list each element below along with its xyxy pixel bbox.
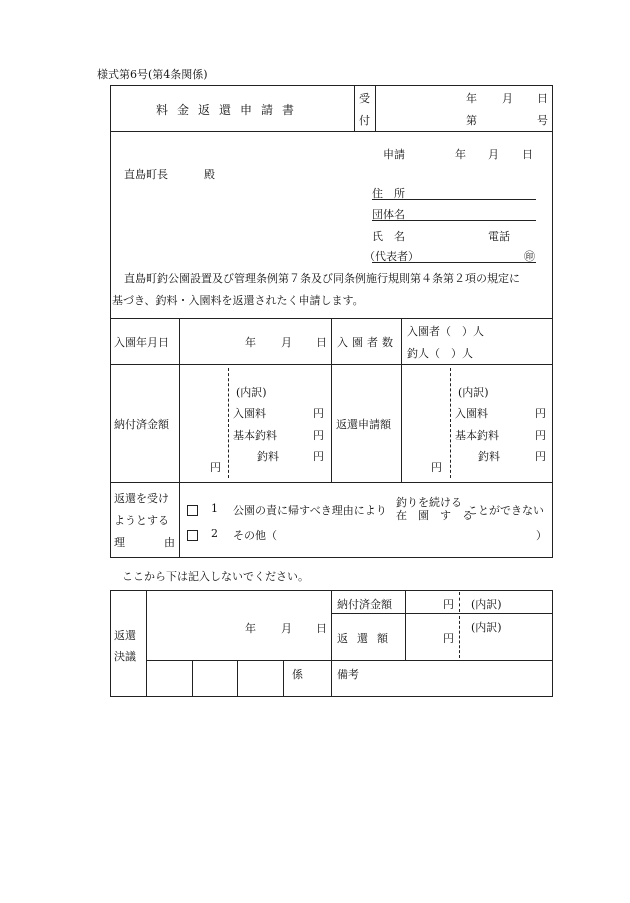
- application-month[interactable]: 月: [488, 148, 499, 161]
- office-refund-label: 返還額: [337, 632, 397, 645]
- group-label: 団体名: [372, 208, 405, 221]
- address-label: 住 所: [372, 187, 405, 200]
- office-refund-yen[interactable]: 円: [443, 632, 454, 645]
- addressee: 直島町長: [124, 168, 168, 181]
- refund-basic-fee-yen[interactable]: 円: [535, 429, 546, 442]
- reason-label-line2: ようとする: [114, 514, 169, 527]
- application-date-label: 申請: [383, 148, 405, 161]
- reason-1-stack-top: 釣りを続ける: [396, 496, 462, 509]
- receipt-label-tsuke: 付: [359, 114, 370, 127]
- paid-basic-fee-yen[interactable]: 円: [313, 429, 324, 442]
- form-label: 様式第6号(第4条関係): [97, 68, 208, 81]
- office-use-note: ここから下は記入しないでください。: [122, 570, 309, 583]
- office-paid-yen[interactable]: 円: [443, 598, 454, 611]
- refund-decision-label-line2: 決議: [114, 650, 136, 663]
- office-paid-label: 納付済金額: [337, 598, 392, 611]
- decision-month[interactable]: 月: [281, 622, 292, 635]
- application-year[interactable]: 年: [455, 148, 466, 161]
- receipt-day[interactable]: 日: [537, 92, 548, 105]
- reason-1-number: 1: [211, 502, 218, 515]
- group-field[interactable]: [372, 220, 536, 221]
- receipt-gou: 号: [537, 114, 548, 127]
- receipt-dai: 第: [466, 114, 477, 127]
- entry-year[interactable]: 年: [245, 336, 256, 349]
- seal-icon: ㊞: [524, 250, 535, 263]
- reason-1-text: 公園の責に帰すべき理由により: [233, 504, 387, 517]
- name-label: 氏 名: [372, 230, 405, 243]
- decision-day[interactable]: 日: [316, 622, 327, 635]
- reason-label-line3-b: 由: [164, 536, 175, 549]
- reason-1-stack-bottom: 在 園 す る: [396, 509, 473, 522]
- paid-amount-label: 納付済金額: [114, 418, 169, 431]
- kakari-label: 係: [292, 668, 303, 681]
- visitor-count[interactable]: 入園者（ ）人: [407, 325, 484, 338]
- representative-field[interactable]: [372, 262, 536, 263]
- refund-decision-label-line1: 返還: [114, 629, 136, 642]
- refund-total-yen[interactable]: 円: [431, 461, 442, 474]
- paid-breakdown-label: (内訳): [236, 386, 267, 399]
- addressee-honorific: 殿: [204, 168, 215, 181]
- reason-2-checkbox[interactable]: [187, 530, 198, 541]
- paid-item-entry-fee: 入園料: [233, 407, 266, 420]
- reason-1-checkbox[interactable]: [187, 505, 198, 516]
- refund-request-label: 返還申請額: [336, 418, 391, 431]
- entry-count-label: 入園者数: [337, 336, 397, 349]
- application-body-line2: 基づき、釣料・入園料を返還されたく申請します。: [112, 294, 364, 307]
- phone-label: 電話: [488, 230, 510, 243]
- office-refund-breakdown: (内訳): [471, 621, 502, 634]
- paid-item-basic-fishing-fee: 基本釣料: [233, 429, 277, 442]
- entry-day[interactable]: 日: [316, 336, 327, 349]
- refund-entry-fee-yen[interactable]: 円: [535, 407, 546, 420]
- address-field[interactable]: [372, 199, 536, 200]
- receipt-label-uke: 受: [359, 92, 370, 105]
- reason-label-line3-a: 理: [114, 536, 125, 549]
- receipt-month[interactable]: 月: [502, 92, 513, 105]
- reason-2-text: その他（: [233, 529, 277, 542]
- paid-fishing-fee-yen[interactable]: 円: [313, 450, 324, 463]
- refund-item-entry-fee: 入園料: [455, 407, 488, 420]
- representative-label: （代表者）: [364, 250, 419, 263]
- paid-total-yen[interactable]: 円: [210, 461, 221, 474]
- refund-item-basic-fishing-fee: 基本釣料: [455, 429, 499, 442]
- remarks-label: 備考: [337, 668, 359, 681]
- reason-label-line1: 返還を受け: [114, 492, 169, 505]
- refund-item-fishing-fee: 釣料: [478, 450, 500, 463]
- application-day[interactable]: 日: [522, 148, 533, 161]
- form-title: 料金返還申請書: [156, 103, 304, 117]
- reason-2-close: ）: [536, 529, 547, 542]
- refund-fishing-fee-yen[interactable]: 円: [535, 450, 546, 463]
- receipt-year[interactable]: 年: [466, 92, 477, 105]
- paid-item-fishing-fee: 釣料: [257, 450, 279, 463]
- office-paid-breakdown: (内訳): [471, 598, 502, 611]
- reason-1-tail: ことができない: [467, 504, 544, 517]
- angler-count[interactable]: 釣人（ ）人: [407, 347, 473, 360]
- reason-2-number: 2: [211, 527, 218, 540]
- paid-entry-fee-yen[interactable]: 円: [313, 407, 324, 420]
- decision-year[interactable]: 年: [245, 622, 256, 635]
- application-body-line1: 直島町釣公園設置及び管理条例第７条及び同条例施行規則第４条第２項の規定に: [124, 272, 520, 285]
- refund-breakdown-label: (内訳): [458, 386, 489, 399]
- entry-date-label: 入園年月日: [114, 336, 169, 349]
- entry-month[interactable]: 月: [281, 336, 292, 349]
